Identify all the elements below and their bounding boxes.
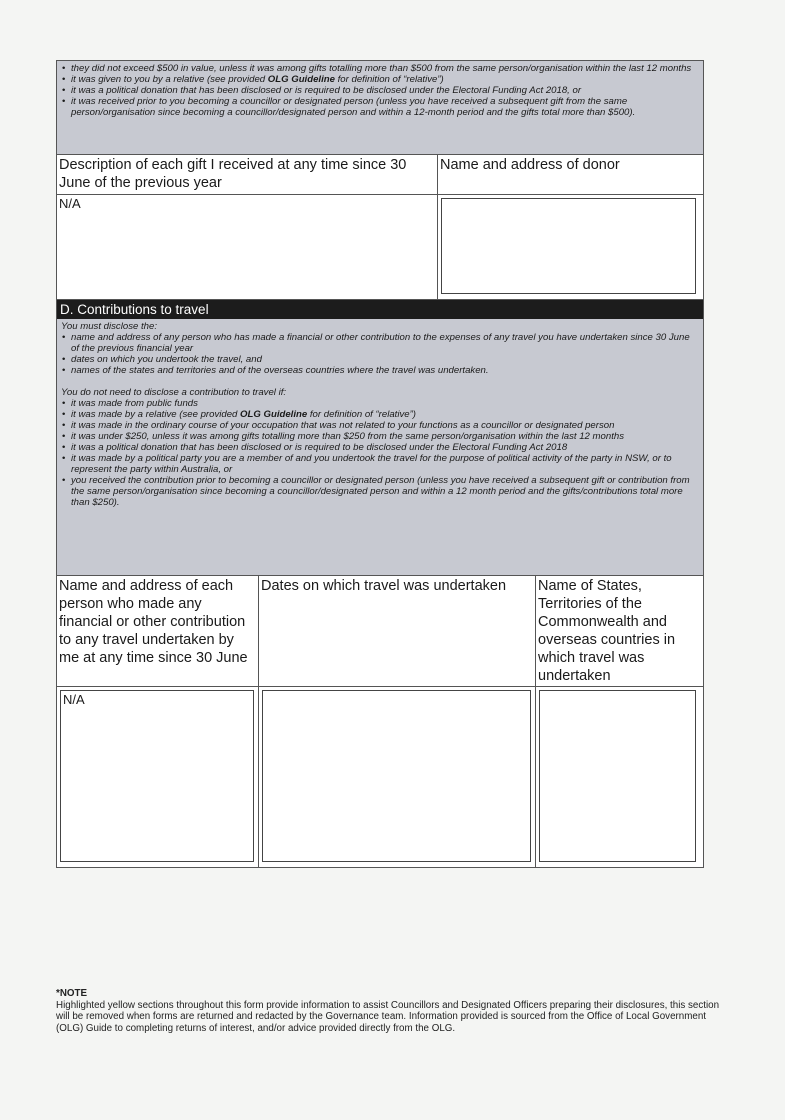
donor-header: Name and address of donor <box>440 157 620 173</box>
travel-locations-field[interactable] <box>539 690 696 862</box>
no-need-item: • it was made by a political party you are a member of and you undertook the travel for the purpose of political activity of the party in NSW, or to represent the party within Australia, or <box>61 453 699 475</box>
travel-dates-cell <box>259 687 536 867</box>
gift-exemption-item: • it was a political donation that has been disclosed or is required to be disclosed under the Electoral Funding Act 2018, or <box>61 85 699 96</box>
disclosure-form <box>56 60 704 868</box>
note-title: *NOTE <box>56 988 88 999</box>
travel-dates-header: Dates on which travel was undertaken <box>259 576 536 686</box>
travel-locations-header: Name of States, Territories of the Commonwealth and overseas countries in which travel was undertaken <box>538 578 676 684</box>
footer-note <box>56 988 728 1034</box>
donor-field[interactable] <box>441 198 696 294</box>
gift-exemption-item: • it was received prior to you becoming a councillor or designated person (unless you have received a subsequent gift from the same person/organisation since becoming a councillor/designated person and within a 12-month period and the gifts total more than $500). <box>61 96 699 118</box>
no-need-item: • you received the contribution prior to becoming a councillor or designated person (unless you have received a subsequent gift or contribution from the same person/organisation since becoming a councillor/designated person and within a 12 month period and the gifts/contributions total more than $250). <box>61 475 699 508</box>
no-need-intro: You do not need to disclose a contribution to travel if: <box>61 387 287 398</box>
gifts-header-row <box>57 154 703 194</box>
must-disclose-item: • name and address of any person who has made a financial or other contribution to the expenses of any travel you have undertaken since 30 June of the previous financial year <box>61 332 699 354</box>
must-disclose-item: • dates on which you undertook the travel, and <box>61 354 699 365</box>
gift-exemption-item: • they did not exceed $500 in value, unless it was among gifts totalling more than $500 from the same person/organisation within the last 12 months <box>61 63 699 74</box>
contributor-header: Name and address of each person who made any financial or other contribution to any travel undertaken by me at any time since 30 June <box>57 576 259 686</box>
donor-cell <box>438 195 701 299</box>
travel-entry-row <box>57 686 703 867</box>
gifts-entry-row <box>57 194 703 299</box>
travel-header-row <box>57 575 703 686</box>
travel-locations-cell <box>536 687 701 867</box>
no-need-item: • it was made in the ordinary course of your occupation that was not related to your functions as a councillor or designated person <box>61 420 699 431</box>
no-need-item: • it was made from public funds <box>61 398 699 409</box>
note-text: Highlighted yellow sections throughout this form provide information to assist Councillors and Designated Officers preparing their disclosures, this section will be removed when forms are returned and redacted by the Governance team. Information provided is sourced from the Office of Local Government (OLG) Guide to completing returns of interest, and/or advice provided directly from the OLG. <box>56 999 720 1034</box>
no-need-item: • it was under $250, unless it was among gifts totalling more than $250 from the same person/organisation within the last 12 months <box>61 431 699 442</box>
gift-exemption-item: • it was given to you by a relative (see provided OLG Guideline for definition of “relative”) <box>61 74 699 85</box>
travel-dates-field[interactable] <box>262 690 531 862</box>
must-disclose-item: • names of the states and territories and of the overseas countries where the travel was undertaken. <box>61 365 699 376</box>
gifts-exemptions <box>57 61 703 154</box>
no-need-item: • it was a political donation that has been disclosed or is required to be disclosed under the Electoral Funding Act 2018 <box>61 442 699 453</box>
travel-instructions <box>57 319 703 575</box>
section-title: D. Contributions to travel <box>57 299 703 319</box>
contributor-field[interactable]: N/A <box>60 690 254 862</box>
no-need-item: • it was made by a relative (see provided OLG Guideline for definition of “relative”) <box>61 409 699 420</box>
gift-description-header: Description of each gift I received at any time since 30 June of the previous year <box>57 155 438 194</box>
contributor-cell <box>57 687 259 867</box>
must-disclose-intro: You must disclose the: <box>61 321 157 332</box>
gift-description-field[interactable]: N/A <box>57 195 438 299</box>
